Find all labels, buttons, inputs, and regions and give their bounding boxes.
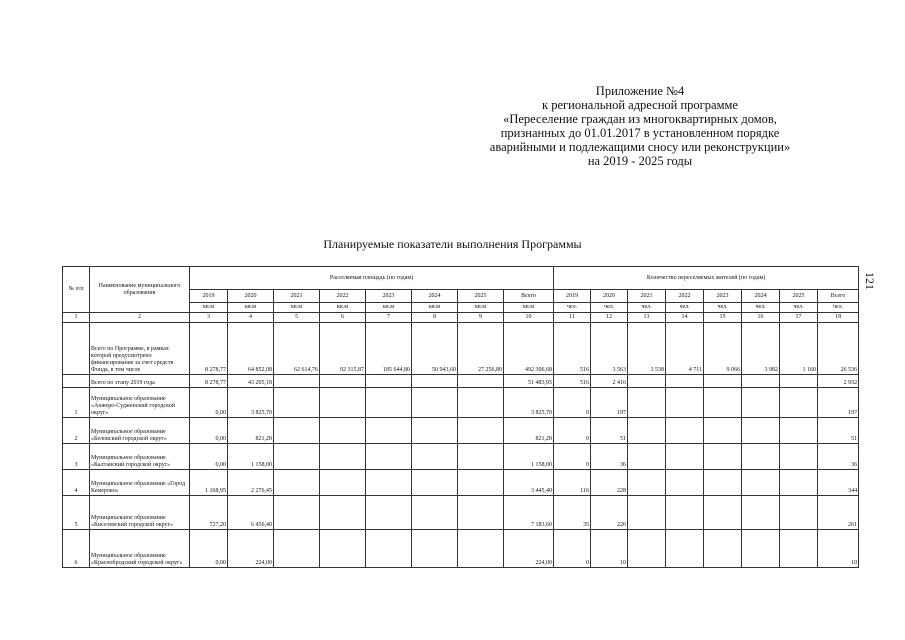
table-cell: [458, 496, 504, 530]
row-number: 5: [63, 496, 90, 530]
header-year: 2022: [320, 290, 366, 303]
table-cell: [742, 496, 780, 530]
table-cell: 2 932: [818, 375, 859, 388]
table-cell: 51 483,95: [504, 375, 554, 388]
table-cell: 0: [554, 388, 591, 418]
table-cell: 1 158,00: [504, 444, 554, 470]
header-year: 2022: [666, 290, 704, 303]
table-cell: [780, 375, 818, 388]
table-cell: [412, 418, 458, 444]
row-name: Муниципальное образование «Калтанский городской округ»: [90, 444, 190, 470]
row-number: 1: [63, 388, 90, 418]
table-cell: 7 183,60: [504, 496, 554, 530]
header-no: № п/п: [63, 267, 90, 313]
header-unit: чел.: [742, 303, 780, 313]
table-cell: 4 711: [666, 323, 704, 375]
table-cell: [366, 388, 412, 418]
page-number: 121: [863, 272, 877, 290]
header-year: 2025: [458, 290, 504, 303]
table-cell: 6 456,40: [228, 496, 274, 530]
row-number: 6: [63, 530, 90, 568]
table-cell: [704, 470, 742, 496]
table-cell: 92 315,87: [320, 323, 366, 375]
table-cell: [366, 530, 412, 568]
table-cell: [320, 530, 366, 568]
table-cell: 224,00: [228, 530, 274, 568]
header-column-number: 12: [591, 313, 628, 323]
table-cell: [458, 530, 504, 568]
appendix-line: Приложение №4: [595, 84, 685, 98]
table-row: [63, 375, 859, 388]
table-row: [63, 470, 859, 496]
header-column-number: 10: [504, 313, 554, 323]
row-name: Всего по этапу 2019 года: [90, 375, 190, 388]
table-cell: 197: [818, 388, 859, 418]
header-year: Всего: [504, 290, 554, 303]
table-cell: [780, 444, 818, 470]
table-cell: [274, 418, 320, 444]
table-cell: 3 825,70: [504, 388, 554, 418]
table-cell: [666, 375, 704, 388]
table-cell: 8 278,77: [190, 375, 228, 388]
table-cell: [704, 418, 742, 444]
table-cell: [780, 388, 818, 418]
table-cell: 224,00: [504, 530, 554, 568]
header-column-number: 16: [742, 313, 780, 323]
table-cell: 344: [818, 470, 859, 496]
row-name: Муниципальное образование «Киселевский городской округ»: [90, 496, 190, 530]
table-cell: [458, 388, 504, 418]
header-column-number: 2: [90, 313, 190, 323]
table-cell: 0: [554, 530, 591, 568]
header-column-number: 6: [320, 313, 366, 323]
header-unit: кв.м: [412, 303, 458, 313]
header-year: 2023: [704, 290, 742, 303]
table-cell: 0,00: [190, 444, 228, 470]
table-cell: 26 536: [818, 323, 859, 375]
table-cell: [366, 496, 412, 530]
header-year: 2024: [412, 290, 458, 303]
table-cell: [666, 444, 704, 470]
table-cell: [628, 496, 666, 530]
row-number: [63, 323, 90, 375]
table-cell: [628, 388, 666, 418]
header-column-number: 4: [228, 313, 274, 323]
table-cell: [742, 530, 780, 568]
table-cell: [742, 470, 780, 496]
table-row: [63, 388, 859, 418]
table-cell: 516: [554, 375, 591, 388]
table-cell: [412, 530, 458, 568]
table-title: Планируемые показатели выполнения Программы: [323, 237, 582, 251]
table-cell: [274, 388, 320, 418]
header-unit: чел.: [628, 303, 666, 313]
header-year: 2024: [742, 290, 780, 303]
table-cell: [628, 375, 666, 388]
table-cell: 3 982: [742, 323, 780, 375]
table-cell: 261: [818, 496, 859, 530]
table-cell: [274, 444, 320, 470]
table-cell: [780, 530, 818, 568]
table-cell: [742, 418, 780, 444]
table-cell: 36: [818, 444, 859, 470]
table-cell: 1 168,95: [190, 470, 228, 496]
header-year: 2023: [366, 290, 412, 303]
table-cell: [412, 388, 458, 418]
table-cell: 43 205,18: [228, 375, 274, 388]
header-people-group: Количество переселяемых жителей (по годам): [554, 267, 859, 290]
table-cell: 8 278,77: [190, 323, 228, 375]
table-cell: [274, 530, 320, 568]
table-cell: 64 852,08: [228, 323, 274, 375]
header-year: 2025: [780, 290, 818, 303]
table-cell: [274, 375, 320, 388]
table-cell: 3 825,70: [228, 388, 274, 418]
table-cell: [666, 470, 704, 496]
table-cell: 226: [591, 496, 628, 530]
table-cell: [780, 418, 818, 444]
table-cell: 0: [554, 418, 591, 444]
table-cell: 228: [591, 470, 628, 496]
table-row: [63, 444, 859, 470]
table-cell: 3 563: [591, 323, 628, 375]
header-unit: чел.: [554, 303, 591, 313]
header-year: 2021: [628, 290, 666, 303]
header-year: 2020: [228, 290, 274, 303]
table-cell: [320, 418, 366, 444]
table-cell: 1 158,00: [228, 444, 274, 470]
header-column-number: 15: [704, 313, 742, 323]
table-cell: [320, 444, 366, 470]
header-unit: чел.: [666, 303, 704, 313]
table-cell: 62 614,76: [274, 323, 320, 375]
row-number: 4: [63, 470, 90, 496]
row-number: [63, 375, 90, 388]
table-cell: [628, 418, 666, 444]
header-unit: чел.: [704, 303, 742, 313]
table-cell: [704, 496, 742, 530]
header-column-number: 1: [63, 313, 90, 323]
table-cell: [366, 418, 412, 444]
table-cell: [704, 388, 742, 418]
header-year: 2021: [274, 290, 320, 303]
table-row: [63, 323, 859, 375]
table-cell: 36: [591, 444, 628, 470]
table-cell: 821,20: [504, 418, 554, 444]
header-unit: чел.: [818, 303, 859, 313]
table-cell: 1 160: [780, 323, 818, 375]
table-cell: 51: [818, 418, 859, 444]
header-unit: чел.: [780, 303, 818, 313]
table-cell: [458, 375, 504, 388]
table-cell: 3 538: [628, 323, 666, 375]
row-name: Муниципальное образование «Город Кемерово»: [90, 470, 190, 496]
table-cell: [742, 388, 780, 418]
header-column-number: 11: [554, 313, 591, 323]
table-cell: [320, 470, 366, 496]
header-column-number: 13: [628, 313, 666, 323]
table-cell: 27 256,80: [458, 323, 504, 375]
table-cell: 3 445,40: [504, 470, 554, 496]
table-cell: [704, 444, 742, 470]
table-cell: 10: [591, 530, 628, 568]
table-cell: [628, 444, 666, 470]
table-cell: [458, 444, 504, 470]
appendix-line: аварийными и подлежащими сносу или реконструкции»: [489, 140, 791, 154]
table-cell: [666, 530, 704, 568]
table-cell: 50 943,60: [412, 323, 458, 375]
row-name: Муниципальное образование «Анжеро-Судженский городской округ»: [90, 388, 190, 418]
row-name: Муниципальное образование «Беловский городской округ»: [90, 418, 190, 444]
header-unit: кв.м: [274, 303, 320, 313]
header-unit: кв.м: [228, 303, 274, 313]
table-cell: [412, 496, 458, 530]
table-cell: [628, 470, 666, 496]
table-cell: [366, 444, 412, 470]
table-cell: [780, 470, 818, 496]
table-cell: [320, 496, 366, 530]
appendix-header: [430, 84, 850, 168]
table-cell: 0: [554, 444, 591, 470]
table-cell: [320, 375, 366, 388]
table-cell: [666, 418, 704, 444]
appendix-line: признанных до 01.01.2017 в установленном порядке: [500, 126, 780, 140]
header-unit: кв.м: [504, 303, 554, 313]
row-number: 2: [63, 418, 90, 444]
table-cell: [412, 444, 458, 470]
table-cell: 185 644,80: [366, 323, 412, 375]
header-year: Всего: [818, 290, 859, 303]
header-year: 2019: [554, 290, 591, 303]
header-column-number: 5: [274, 313, 320, 323]
table-cell: 197: [591, 388, 628, 418]
indicators-table: [62, 266, 859, 568]
table-cell: [742, 375, 780, 388]
table-cell: [320, 388, 366, 418]
table-cell: [274, 496, 320, 530]
header-unit: кв.м: [320, 303, 366, 313]
row-name: Всего по Программе, в рамках которой предусмотрено финансирование за счет средств Фонда, в том числе: [90, 323, 190, 375]
header-unit: чел.: [591, 303, 628, 313]
table-cell: [366, 470, 412, 496]
header-column-number: 3: [190, 313, 228, 323]
header-year: 2020: [591, 290, 628, 303]
table-cell: [412, 375, 458, 388]
table-cell: 116: [554, 470, 591, 496]
header-column-number: 7: [366, 313, 412, 323]
header-name: Наименование муниципального образования: [90, 267, 190, 313]
header-column-number: 14: [666, 313, 704, 323]
table-cell: 727,20: [190, 496, 228, 530]
table-cell: 0,00: [190, 418, 228, 444]
row-number: 3: [63, 444, 90, 470]
table-row: [63, 496, 859, 530]
table-cell: 51: [591, 418, 628, 444]
table-cell: 516: [554, 323, 591, 375]
header-unit: кв.м: [190, 303, 228, 313]
table-cell: [412, 470, 458, 496]
table-cell: 492 306,68: [504, 323, 554, 375]
table-cell: 35: [554, 496, 591, 530]
table-cell: 821,20: [228, 418, 274, 444]
table-cell: 9 066: [704, 323, 742, 375]
table-cell: [666, 496, 704, 530]
header-area-group: Расселяемая площадь (по годам): [190, 267, 554, 290]
header-unit: кв.м: [458, 303, 504, 313]
header-column-number: 8: [412, 313, 458, 323]
table-cell: 10: [818, 530, 859, 568]
table-row: [63, 418, 859, 444]
table-cell: [366, 375, 412, 388]
appendix-line: на 2019 - 2025 годы: [587, 154, 693, 168]
table-cell: [704, 375, 742, 388]
appendix-line: «Переселение граждан из многоквартирных домов,: [503, 112, 777, 126]
table-cell: [628, 530, 666, 568]
table-cell: [666, 388, 704, 418]
table-cell: [704, 530, 742, 568]
table-cell: 2 416: [591, 375, 628, 388]
table-cell: [742, 444, 780, 470]
table-cell: [780, 496, 818, 530]
row-name: Муниципальное образование «Краснобродский городской округ»: [90, 530, 190, 568]
header-year: 2019: [190, 290, 228, 303]
header-unit: кв.м: [366, 303, 412, 313]
table-cell: 2 276,45: [228, 470, 274, 496]
table-cell: [458, 418, 504, 444]
table-cell: [458, 470, 504, 496]
appendix-line: к региональной адресной программе: [542, 98, 738, 112]
header-column-number: 18: [818, 313, 859, 323]
header-column-number: 17: [780, 313, 818, 323]
table-cell: 0,00: [190, 530, 228, 568]
table-cell: 0,00: [190, 388, 228, 418]
table-row: [63, 530, 859, 568]
table-cell: [274, 470, 320, 496]
header-column-number: 9: [458, 313, 504, 323]
